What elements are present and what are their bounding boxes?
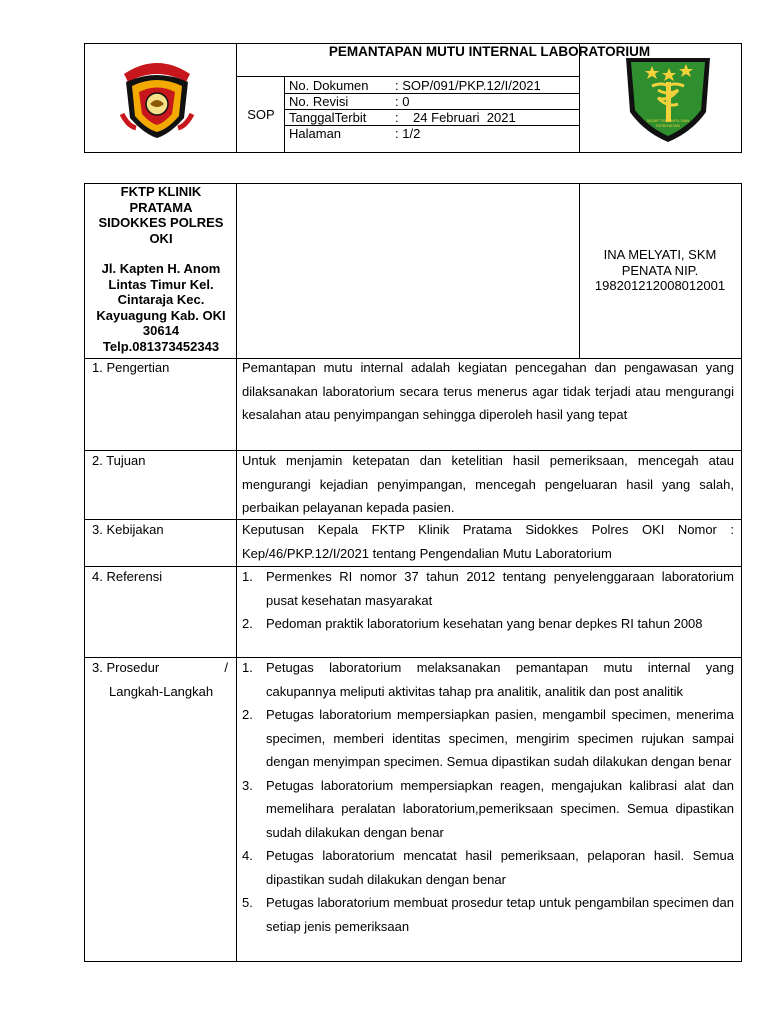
section-label-procedure-b: Langkah-Langkah (109, 683, 214, 699)
list-item-text: Petugas laboratorium membuat prosedur tetap untuk pengambilan specimen dan setiap jenis pemeriksaan (266, 895, 734, 934)
signatory (580, 247, 740, 294)
clinic-info (86, 184, 236, 354)
signatory-nip: 198201212008012001 (594, 278, 726, 293)
meta-key: TanggalTerbit (289, 110, 367, 125)
clinic-phone: Telp.081373452343 (102, 338, 220, 354)
table-divider (236, 183, 237, 962)
list-item (242, 656, 734, 703)
section-label-procedure-a: 3. Prosedur (92, 660, 160, 675)
meta-value: : 24 Februari 2021 (395, 110, 516, 125)
meta-row-revision (289, 94, 409, 109)
list-item (242, 774, 734, 845)
signatory-rank: PENATA NIP. (621, 262, 699, 278)
meta-value: : SOP/091/PKP.12/I/2021 (395, 78, 541, 93)
police-emblem-icon (112, 52, 202, 142)
section-list-reference (242, 565, 734, 636)
list-item-text: Petugas laboratorium mempersiapkan pasien, mengambil specimen, menerima specimen, memberi identitas specimen, mengirim specimen rujukan sampai dengan menyimpan specimen. Semua dipastikan sudah dilakukan dengan benar (266, 707, 734, 769)
section-text-policy: Keputusan Kepala FKTP Klinik Pratama Sidokkes Polres OKI Nomor : Kep/46/PKP.12/I/2021 tentang Pengendalian Mutu Laboratorium (242, 522, 734, 561)
list-number: 1. (242, 569, 253, 584)
section-text-definition: Pemantapan mutu internal adalah kegiatan pencegahan dan pengawasan yang dilaksanakan laboratorium secara terus menerus agar tidak terjadi atau mengurangi kesalahan atau penyimpangan sehingga diperoleh hasil yang tepat (242, 360, 734, 422)
list-number: 2. (242, 616, 253, 631)
list-item-text: Petugas laboratorium mempersiapkan reagen, mengajukan kalibrasi alat dan memelihara peralatan laboratorium,pemeriksaan specimen. Semua dipastikan sudah dilakukan dengan benar (266, 777, 734, 840)
list-item (242, 565, 734, 612)
list-number: 2. (242, 707, 253, 722)
meta-row-issue-date (289, 110, 516, 125)
right-logo-text: SIGAP TERAMPIL DAN KESEHATAN (646, 118, 690, 128)
section-label-policy: 3. Kebijakan (92, 522, 164, 537)
section-label-procedure (92, 656, 232, 703)
signatory-name: INA MELYATI, SKM (603, 247, 717, 262)
list-item-text: Pedoman praktik laboratorium kesehatan yang benar depkes RI tahun 2008 (266, 616, 703, 631)
meta-value: : 1/2 (395, 126, 421, 141)
section-label-procedure-slash: / (224, 660, 228, 675)
document-title: PEMANTAPAN MUTU INTERNAL LABORATORIUM (328, 44, 651, 59)
medical-emblem-icon (622, 52, 714, 144)
clinic-name: FKTP KLINIK PRATAMA SIDOKKES POLRES OKI (98, 184, 224, 246)
list-item (242, 612, 734, 636)
meta-row-document-no (289, 78, 541, 93)
list-item-text: Petugas laboratorium mencatat hasil pemeriksaan, pelaporan hasil. Semua dipastikan sudah dilakukan dengan benar (266, 848, 734, 887)
list-item-text: Petugas laboratorium melaksanakan pemantapan mutu internal yang cakupannya meliputi aktivitas tahap pra analitik, analitik dan post analitik (266, 660, 734, 699)
meta-value: : 0 (395, 94, 410, 109)
left-logo-text: SUMATERA SELATAN (125, 57, 189, 63)
list-item (242, 703, 734, 774)
meta-key: Halaman (289, 126, 342, 141)
header-divider (579, 43, 580, 153)
section-label-definition: 1. Pengertian (92, 360, 170, 375)
list-item (242, 891, 734, 938)
header-divider (236, 43, 237, 153)
section-list-procedure (242, 656, 734, 938)
list-number: 3. (242, 777, 253, 793)
section-label-purpose: 2. Tujuan (92, 453, 146, 468)
meta-key: No. Dokumen (289, 78, 369, 93)
meta-row-page (289, 126, 420, 141)
list-number: 4. (242, 848, 253, 863)
clinic-address: Jl. Kapten H. Anom Lintas Timur Kel. Cintaraja Kec. Kayuagung Kab. OKI 30614 (96, 261, 226, 338)
list-item-text: Permenkes RI nomor 37 tahun 2012 tentang penyelenggaraan laboratorium pusat kesehatan masyarakat (266, 569, 734, 608)
list-item (242, 844, 734, 891)
header-divider (236, 76, 580, 77)
list-number: 5. (242, 895, 253, 910)
meta-key: No. Revisi (289, 94, 349, 109)
list-number: 1. (242, 660, 253, 675)
section-text-purpose: Untuk menjamin ketepatan dan ketelitian hasil pemeriksaan, mencegah atau mengurangi kejadian penyimpangan, mencegah pengeluaran hasil yang salah, perbaikan pelayanan kepada pasien. (242, 453, 734, 515)
section-label-reference: 4. Referensi (92, 569, 163, 584)
sop-label: SOP (247, 107, 275, 122)
